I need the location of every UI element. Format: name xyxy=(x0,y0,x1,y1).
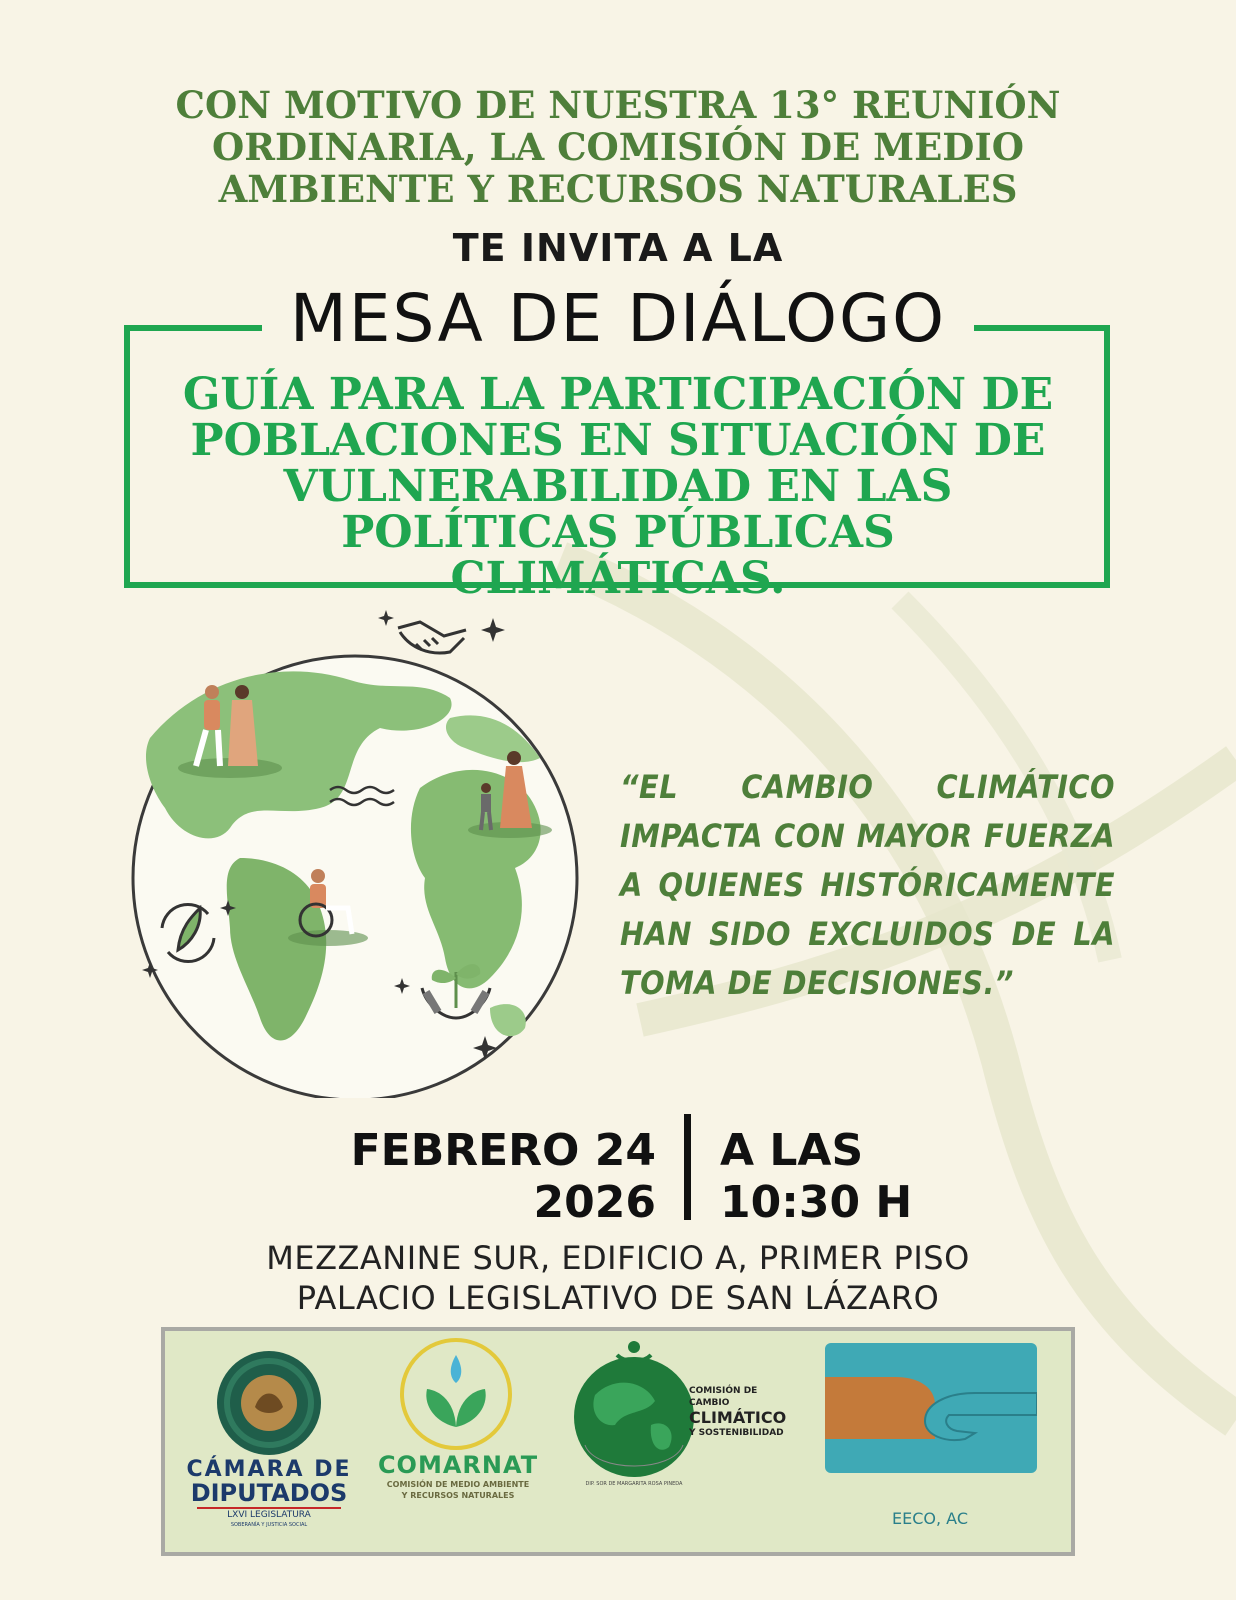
comarnat-leaf-icon xyxy=(397,1335,515,1453)
time-prefix: A LAS xyxy=(720,1125,864,1176)
intro-line-3: AMBIENTE Y RECURSOS NATURALES xyxy=(218,167,1018,211)
comarnat-sub-2: Y RECURSOS NATURALES xyxy=(401,1491,515,1500)
date-time-divider xyxy=(684,1114,691,1220)
comarnat-title: COMARNAT xyxy=(377,1451,539,1479)
intro-line-1: CON MOTIVO DE NUESTRA 13° REUNIÓN xyxy=(175,83,1061,127)
venue-line-2: PALACIO LEGISLATIVO DE SAN LÁZARO xyxy=(296,1279,940,1317)
climate-commission-line-1: COMISIÓN DE CAMBIO xyxy=(689,1386,758,1408)
event-time xyxy=(720,1125,1020,1229)
climate-commission-line-3: Y SOSTENIBILIDAD xyxy=(689,1428,784,1438)
date-year: 2026 xyxy=(533,1177,656,1228)
topic-line-3: VULNERABILIDAD EN LAS xyxy=(283,461,953,512)
topic-line-1: GUÍA PARA LA PARTICIPACIÓN DE xyxy=(182,369,1054,420)
eeco-name: EECO, AC xyxy=(892,1509,968,1528)
camara-title-1: CÁMARA DE xyxy=(186,1457,352,1482)
venue-line-1: MEZZANINE SUR, EDIFICIO A, PRIMER PISO xyxy=(266,1239,970,1277)
camara-logo-text xyxy=(179,1459,359,1529)
climate-commission-globe-icon xyxy=(565,1335,703,1483)
climate-commission-line-2: CLIMÁTICO xyxy=(689,1408,787,1427)
time-value: 10:30 H xyxy=(720,1177,913,1228)
handshake-icon xyxy=(398,622,466,653)
topic-line-4: POLÍTICAS PÚBLICAS CLIMÁTICAS. xyxy=(341,507,895,604)
date-day: FEBRERO 24 xyxy=(350,1125,656,1176)
intro-line-2: ORDINARIA, LA COMISIÓN DE MEDIO xyxy=(212,125,1024,169)
eeco-hands-icon xyxy=(825,1343,1037,1473)
invite-heading: TE INVITA A LA xyxy=(452,226,784,270)
climate-commission-arc-text: DIP. SOR DE MARGARITA ROSA PINEDA xyxy=(585,1481,683,1487)
camara-motto: SOBERANÍA Y JUSTICIA SOCIAL xyxy=(230,1522,308,1528)
intro-text xyxy=(100,84,1136,210)
globe-illustration xyxy=(120,608,600,1098)
sponsor-logos-panel xyxy=(161,1327,1075,1556)
comarnat-logo-text xyxy=(373,1451,543,1501)
globe-icon xyxy=(133,656,577,1098)
mesa-title: MESA DE DIÁLOGO xyxy=(262,278,974,360)
camara-seal-icon xyxy=(215,1349,323,1457)
climate-quote: “EL CAMBIO CLIMÁTICO IMPACTA CON MAYOR FUERZA A QUIENES HISTÓRICAMENTE HAN SIDO EXCLUIDOS DE LA TOMA DE DECISIONES.” xyxy=(620,768,1115,1002)
camara-title-2: DIPUTADOS xyxy=(190,1479,348,1507)
camara-legislature: LXVI LEGISLATURA xyxy=(197,1507,341,1521)
topic-line-2: POBLACIONES EN SITUACIÓN DE xyxy=(190,415,1046,466)
event-topic xyxy=(170,369,1066,604)
event-venue xyxy=(0,1238,1236,1318)
comarnat-sub-1: COMISIÓN DE MEDIO AMBIENTE xyxy=(386,1480,530,1489)
event-date xyxy=(300,1125,656,1229)
climate-commission-text xyxy=(689,1385,799,1439)
